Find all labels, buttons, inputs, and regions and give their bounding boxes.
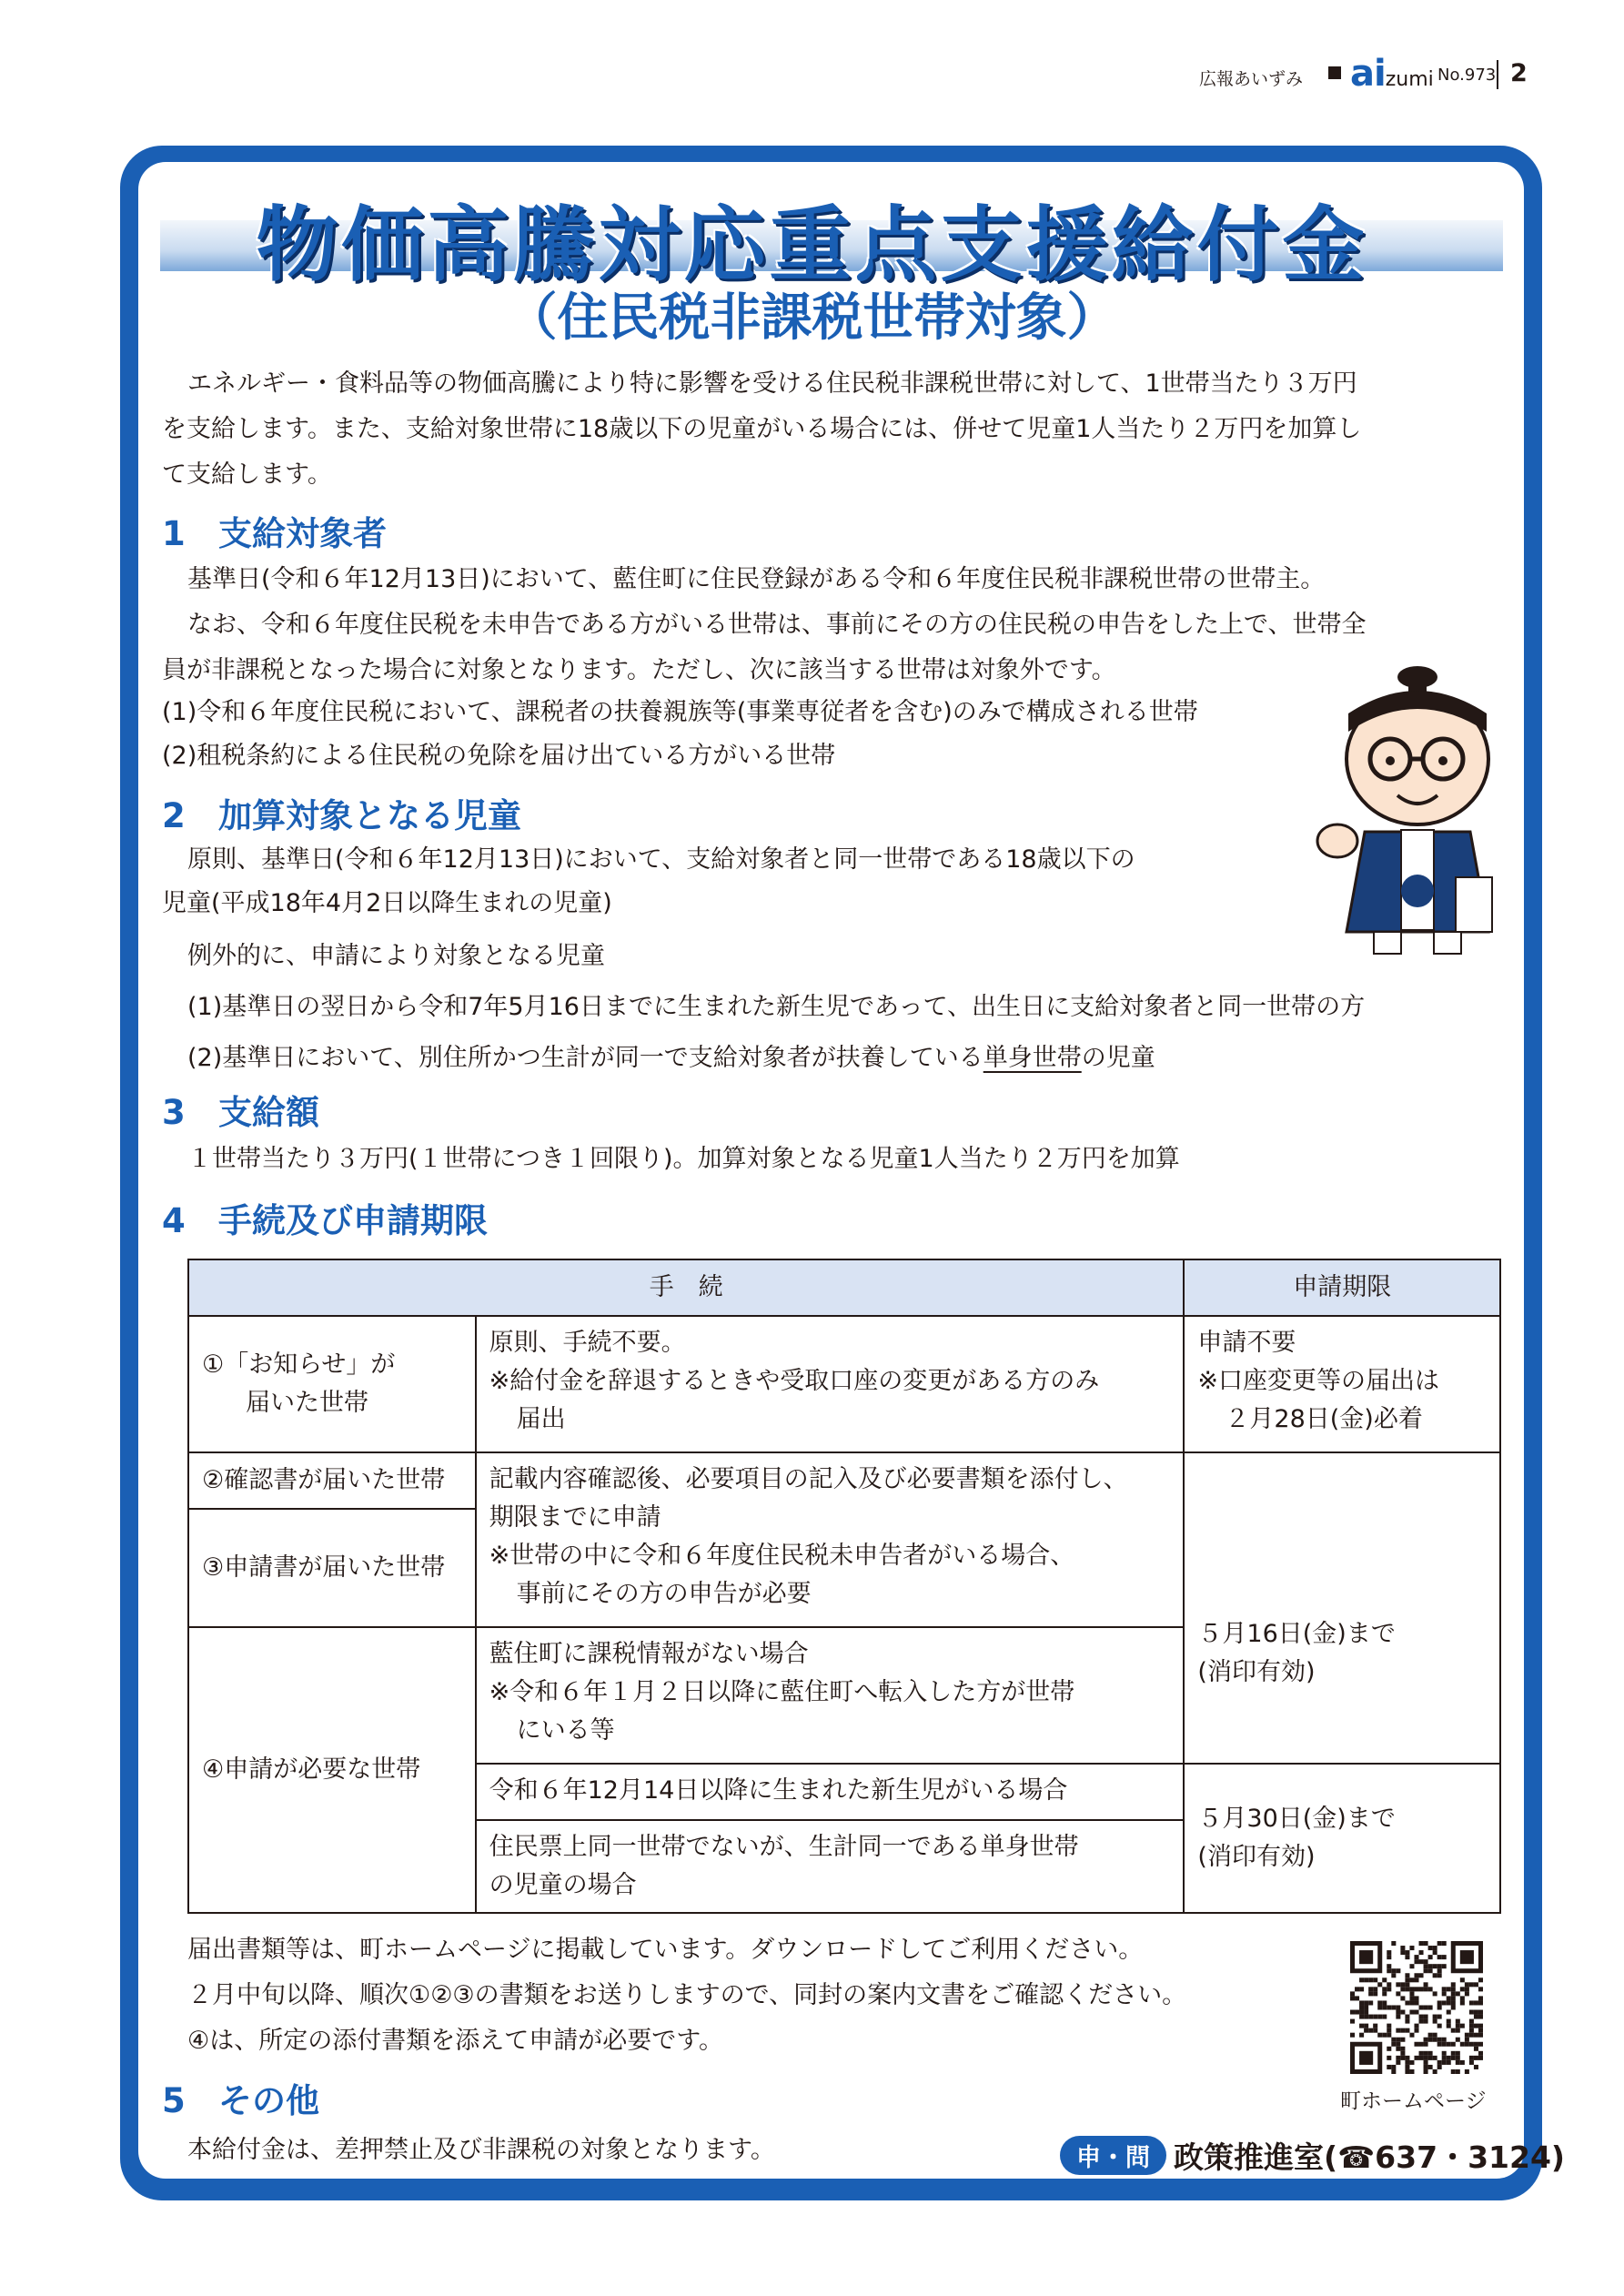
section-3-line: １世帯当たり３万円(１世帯につき１回限り)。加算対象となる児童1人当たり２万円を加算 <box>187 1145 1180 1173</box>
issue-number: No.973 <box>1437 66 1497 85</box>
inquiry-badge: 申・問 <box>1060 2136 1166 2175</box>
section-title: 加算対象となる児童 <box>218 796 521 835</box>
deadline-cell <box>1184 1316 1500 1452</box>
qr-caption: 町ホームページ <box>1340 2089 1487 2113</box>
deadline-cell <box>1184 1452 1500 1764</box>
section-title: 支給対象者 <box>218 514 387 553</box>
section-heading-5 <box>162 2073 319 2122</box>
qr-code[interactable] <box>1350 1941 1483 2074</box>
intro-line: て支給します。 <box>162 460 332 489</box>
table-header-row <box>188 1259 1500 1316</box>
note-line: 届出書類等は、町ホームページに掲載しています。ダウンロードしてご利用ください。 <box>187 1936 1144 1964</box>
header-procedure: 手 続 <box>188 1259 1184 1316</box>
household-type-cell: ③申請書が届いた世帯 <box>188 1509 476 1627</box>
procedure-cell: 令和６年12月14日以降に生まれた新生児がいる場合 <box>476 1764 1185 1820</box>
section-number: 1 <box>162 514 186 553</box>
cell-line: ２月28日(金)必着 <box>1225 1405 1423 1433</box>
intro-line: エネルギー・食料品等の物価高騰により特に影響を受ける住民税非課税世帯に対して、1世帯当たり３万円 <box>187 369 1357 398</box>
section-1-line: (2)租税条約による住民税の免除を届け出ている方がいる世帯 <box>162 742 836 770</box>
procedure-cell <box>476 1820 1185 1913</box>
section-number: 4 <box>162 1201 186 1240</box>
household-type-cell <box>188 1316 476 1452</box>
cell-line: ※世帯の中に令和６年度住民税未申告者がいる場合、 <box>489 1542 1075 1570</box>
page-subtitle: （住民税非課税世帯対象） <box>506 288 1118 348</box>
procedure-table <box>187 1259 1501 1914</box>
table-row <box>188 1452 1500 1509</box>
cell-line: 申請不要 <box>1197 1329 1296 1357</box>
section-heading-2 <box>162 788 521 837</box>
household-type-cell: ④申請が必要な世帯 <box>188 1627 476 1913</box>
section-number: 5 <box>162 2081 186 2120</box>
section-1-line: なお、令和６年度住民税を未申告である方がいる世帯は、事前にその方の住民税の申告をした上で、世帯全 <box>187 611 1367 639</box>
cell-line: 事前にその方の申告が必要 <box>516 1580 812 1608</box>
cell-line: (消印有効) <box>1197 1843 1316 1871</box>
aizumi-logo: aizumi <box>1350 53 1434 95</box>
header-deadline: 申請期限 <box>1184 1259 1500 1316</box>
mascot-illustration <box>1310 659 1510 959</box>
cell-line: ※口座変更等の届出は <box>1197 1367 1440 1395</box>
page-number: 2 <box>1510 59 1528 87</box>
underlined-term: 単身世帯 <box>983 1044 1082 1072</box>
procedure-cell <box>476 1316 1185 1452</box>
cell-line: 記載内容確認後、必要項目の記入及び必要書類を添付し、 <box>489 1465 1128 1493</box>
cell-line: ５月16日(金)まで <box>1197 1620 1396 1648</box>
inquiry-department: 政策推進室(☎637・3124) <box>1174 2139 1565 2175</box>
page-title: 物価高騰対応重点支援給付金 <box>256 197 1368 293</box>
running-header <box>1199 53 1563 95</box>
cell-line: ※給付金を辞退するときや受取口座の変更がある方のみ <box>489 1367 1100 1395</box>
cell-line: 届いた世帯 <box>246 1389 368 1417</box>
text-segment: (2)基準日において、別住所かつ生計が同一で支給対象者が扶養している <box>187 1044 983 1072</box>
note-line: ２月中旬以降、順次①②③の書類をお送りしますので、同封の案内文書をご確認ください。 <box>187 1981 1187 2009</box>
section-1-line: 基準日(令和６年12月13日)において、藍住町に住民登録がある令和６年度住民税非課税世帯の世帯主。 <box>187 565 1326 593</box>
publication-name: 広報あいずみ <box>1199 69 1304 89</box>
section-heading-1 <box>162 506 387 555</box>
table-row <box>188 1316 1500 1452</box>
cell-line: ①「お知らせ」が <box>202 1350 396 1379</box>
procedure-cell <box>476 1452 1185 1627</box>
cell-line: の児童の場合 <box>489 1871 637 1899</box>
section-title: 支給額 <box>218 1093 319 1132</box>
section-2-line: 原則、基準日(令和６年12月13日)において、支給対象者と同一世帯である18歳以下の <box>187 845 1135 874</box>
section-heading-4 <box>162 1193 488 1242</box>
section-1-line: (1)令和６年度住民税において、課税者の扶養親族等(事業専従者を含む)のみで構成される世帯 <box>162 698 1198 726</box>
intro-line: を支給します。また、支給対象世帯に18歳以下の児童がいる場合には、併せて児童1人当たり２万円を加算し <box>162 415 1362 443</box>
cell-line: (消印有効) <box>1197 1658 1316 1686</box>
cell-line: 住民票上同一世帯でないが、生計同一である単身世帯 <box>489 1833 1079 1861</box>
section-1-line: 員が非課税となった場合に対象となります。ただし、次に該当する世帯は対象外です。 <box>162 656 1116 684</box>
cell-line: 藍住町に課税情報がない場合 <box>489 1640 809 1668</box>
section-2-line: (1)基準日の翌日から令和7年5月16日までに生まれた新生児であって、出生日に支給対象者と同一世帯の方 <box>187 993 1366 1021</box>
household-type-cell: ②確認書が届いた世帯 <box>188 1452 476 1509</box>
procedure-cell <box>476 1627 1185 1764</box>
note-line: ④は、所定の添付書類を添えて申請が必要です。 <box>187 2027 724 2055</box>
section-title: その他 <box>218 2081 319 2120</box>
section-number: 2 <box>162 796 186 835</box>
cell-line: 期限までに申請 <box>489 1503 661 1532</box>
section-5-line: 本給付金は、差押禁止及び非課税の対象となります。 <box>187 2136 775 2164</box>
section-number: 3 <box>162 1093 186 1132</box>
section-2-line: 例外的に、申請により対象となる児童 <box>187 942 605 970</box>
square-bullet-icon <box>1328 66 1341 79</box>
section-title: 手続及び申請期限 <box>218 1201 488 1240</box>
section-2-line <box>187 1036 1155 1081</box>
inquiry-contact <box>1060 2134 1565 2177</box>
divider <box>1497 60 1498 89</box>
cell-line: にいる等 <box>516 1716 615 1745</box>
section-2-line: 児童(平成18年4月2日以降生まれの児童) <box>162 889 612 917</box>
deadline-cell <box>1184 1764 1500 1913</box>
cell-line: 届出 <box>516 1405 566 1433</box>
section-heading-3 <box>162 1085 319 1134</box>
cell-line: ※令和６年１月２日以降に藍住町へ転入した方が世帯 <box>489 1678 1075 1706</box>
text-segment: の児童 <box>1081 1044 1155 1072</box>
cell-line: 原則、手続不要。 <box>489 1329 686 1357</box>
cell-line: ５月30日(金)まで <box>1197 1805 1396 1833</box>
